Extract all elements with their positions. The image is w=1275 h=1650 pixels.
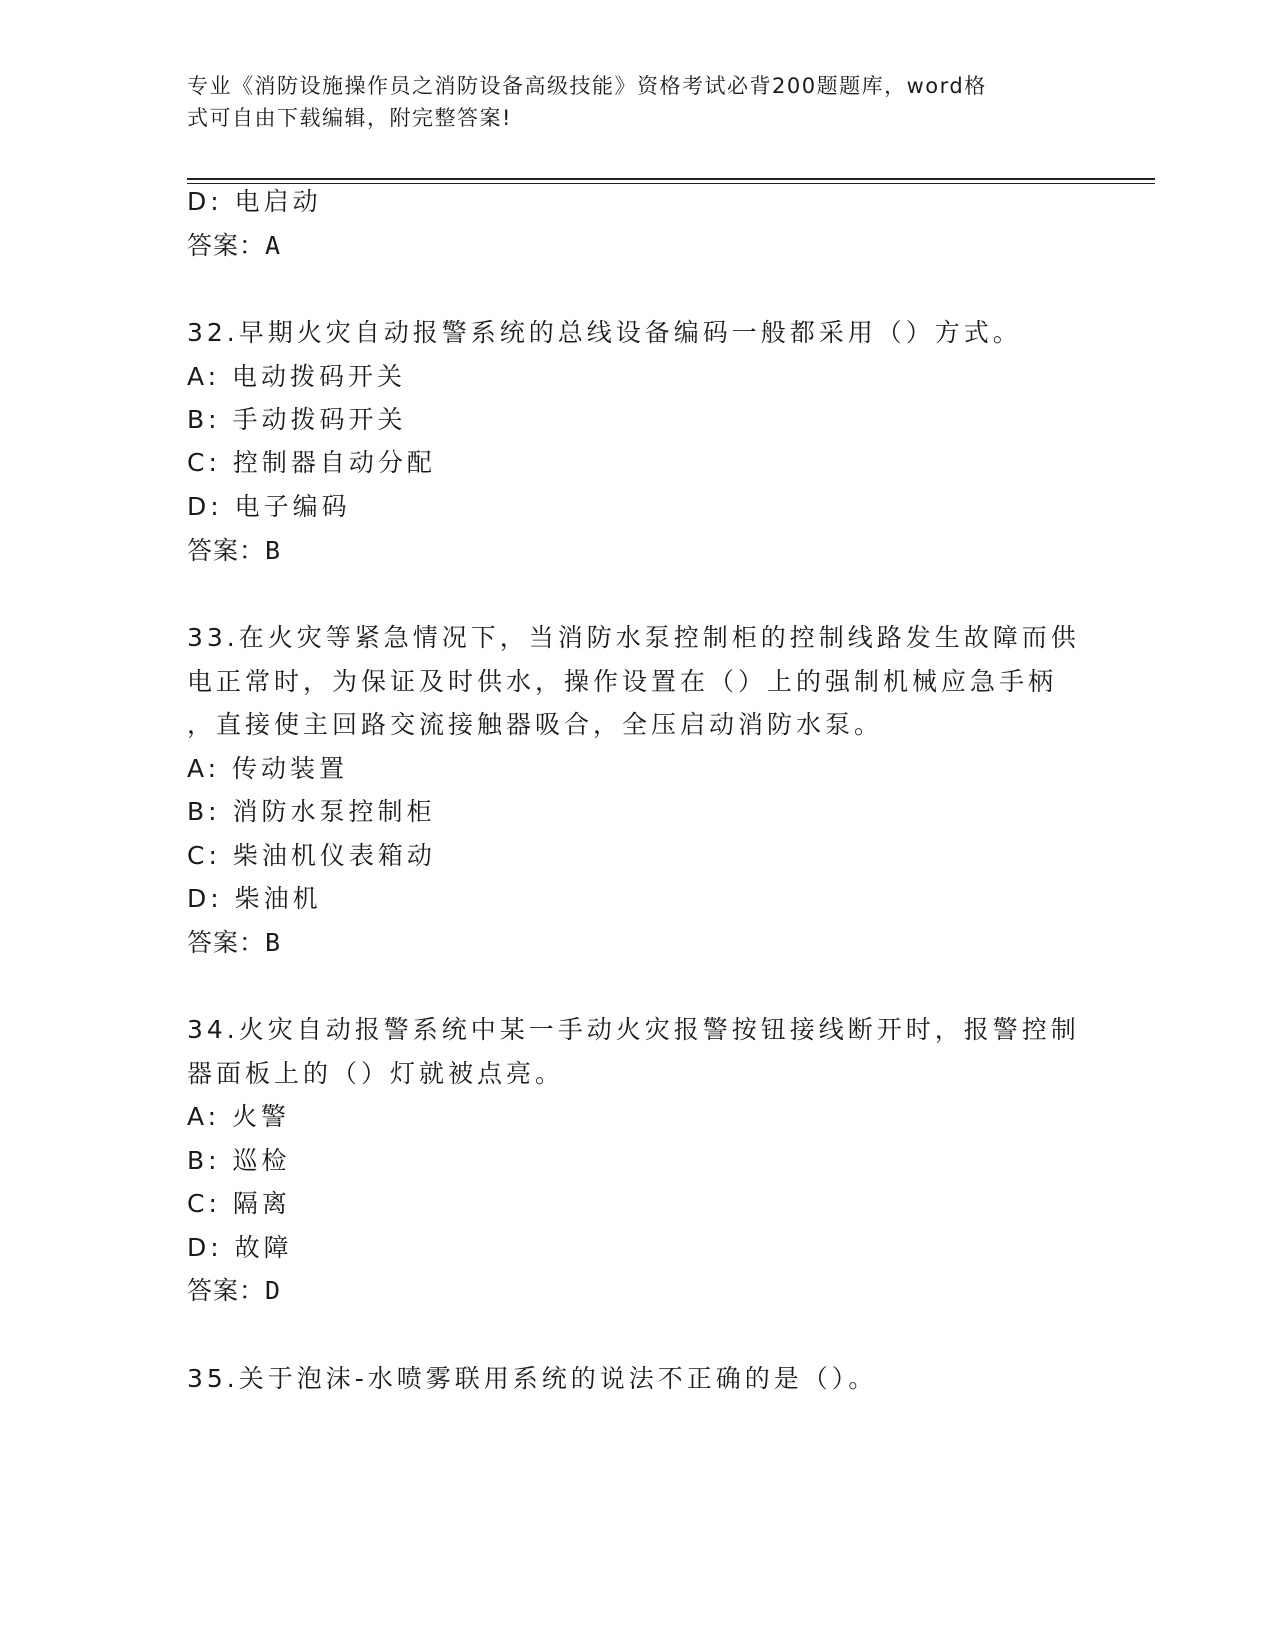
option-d: D: 电子编码 (187, 492, 351, 521)
question-stem: 34.火灾自动报警系统中某一手动火灾报警按钮接线断开时，报警控制 (187, 1015, 1080, 1044)
answer-value: B (265, 536, 282, 565)
answer-label: 答案： (187, 536, 266, 565)
page-header (187, 70, 1067, 134)
option-b: B: 消防水泵控制柜 (187, 797, 436, 826)
option-b: B: 巡检 (187, 1146, 291, 1175)
option-a: A: 电动拨码开关 (187, 362, 407, 391)
question-stem: 电正常时，为保证及时供水，操作设置在（）上的强制机械应急手柄 (187, 667, 1058, 696)
option-a: A: 传动装置 (187, 754, 349, 783)
answer-label: 答案： (187, 1276, 266, 1305)
option-d: D: 柴油机 (187, 884, 322, 913)
option-c: C: 柴油机仪表箱动 (187, 841, 436, 870)
answer (187, 927, 281, 959)
answer-value: B (265, 928, 282, 957)
header-line-2: 式可自由下载编辑，附完整答案! (187, 106, 512, 130)
header-divider-thick (187, 178, 1155, 180)
header-divider-thin (187, 183, 1155, 184)
question-stem: 32.早期火灾自动报警系统的总线设备编码一般都采用（）方式。 (187, 318, 1022, 347)
answer-label: 答案： (187, 928, 266, 957)
option-c: C: 控制器自动分配 (187, 448, 436, 477)
question-stem: 35.关于泡沫-水喷雾联用系统的说法不正确的是（）。 (187, 1364, 878, 1393)
option-d: D: 故障 (187, 1233, 293, 1262)
question-stem: 器面板上的（）灯就被点亮。 (187, 1059, 565, 1088)
option-a: A: 火警 (187, 1102, 291, 1131)
question-stem: ，直接使主回路交流接触器吸合，全压启动消防水泵。 (187, 710, 884, 739)
answer (187, 1275, 281, 1307)
answer-label: 答案： (187, 231, 266, 260)
option-b: B: 手动拨码开关 (187, 405, 407, 434)
answer-value: D (265, 1276, 282, 1305)
question-stem: 33.在火灾等紧急情况下，当消防水泵控制柜的控制线路发生故障而供 (187, 623, 1080, 652)
answer (187, 535, 281, 567)
prev-answer (187, 230, 281, 262)
prev-option-d: D: 电启动 (187, 187, 322, 216)
option-c: C: 隔离 (187, 1189, 291, 1218)
answer-value: A (265, 231, 282, 260)
header-line-1: 专业《消防设施操作员之消防设备高级技能》资格考试必背200题题库，word格 (187, 74, 987, 98)
